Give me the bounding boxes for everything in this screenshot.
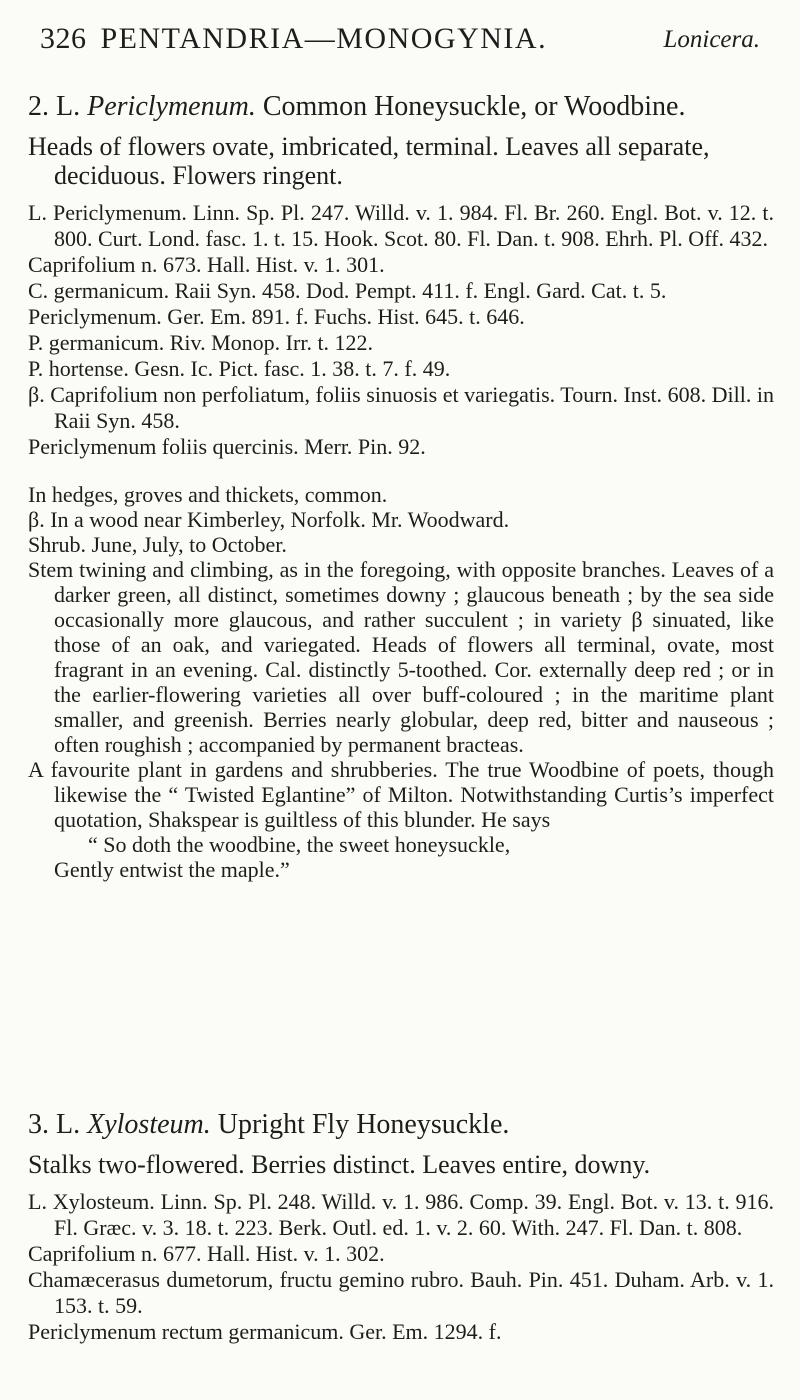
section-title: PENTANDRIA—MONOGYNIA. (100, 22, 548, 55)
species-entry-periclymenum (28, 92, 774, 882)
synonym: Periclymenum foliis quercinis. Merr. Pin. 92. (28, 434, 426, 459)
species-diagnosis: Stalks two-flowered. Berries distinct. Leaves entire, downy. (28, 1150, 651, 1179)
page-number: 326 (40, 22, 87, 55)
synonym: Periclymenum. Ger. Em. 891. f. Fuchs. Hist. 645. t. 646. (28, 304, 525, 329)
species-entry-xylosteum (28, 1110, 774, 1345)
species-heading: 3. L. Xylosteum. Upright Fly Honeysuckle. (28, 1109, 510, 1140)
common-name: Common Honeysuckle, or Woodbine. (262, 91, 686, 122)
note: A favourite plant in gardens and shrubberies. The true Woodbine of poets, though likewise the “ Twisted Eglantine” of Milton. Notwithstanding Curtis’s imperfect quotation, Shakspear is guiltless of this blunder. He says (28, 757, 774, 832)
species-heading: 2. L. Periclymenum. Common Honeysuckle, or Woodbine. (28, 91, 686, 122)
synonym: C. germanicum. Raii Syn. 458. Dod. Pempt. 411. f. Engl. Gard. Cat. t. 5. (28, 278, 667, 303)
duration-flowering: Shrub. June, July, to October. (28, 532, 287, 557)
common-name: Upright Fly Honeysuckle. (217, 1109, 510, 1140)
synonym: L. Xylosteum. Linn. Sp. Pl. 248. Willd. v. 1. 986. Comp. 39. Engl. Bot. v. 13. t. 916. Fl. Græc. v. 3. 18. t. 223. Berk. Outl. ed. 1. v. 2. 60. With. 247. Fl. Dan. t. 808. (28, 1189, 774, 1240)
species-diagnosis: Heads of flowers ovate, imbricated, terminal. Leaves all separate, deciduous. Flowers ringent. (28, 132, 710, 190)
synonym: Chamæcerasus dumetorum, fructu gemino rubro. Bauh. Pin. 451. Duham. Arb. v. 1. 153. t. 59. (28, 1267, 774, 1318)
species-epithet: Periclymenum. (87, 91, 256, 122)
description: Stem twining and climbing, as in the foregoing, with opposite branches. Leaves of a darker green, all distinct, sometimes downy ; glaucous beneath ; by the sea side occasionally more glaucous, and rather succulent ; in variety β sinuated, like those of an oak, and variegated. Heads of flowers all terminal, ovate, most fragrant in an evening. Cal. distinctly 5-toothed. Cor. externally deep red ; or in the earlier-flowering varieties all over buff-coloured ; in the maritime plant smaller, and greenish. Berries nearly globular, deep red, bitter and nauseous ; often roughish ; accompanied by permanent bracteas. (28, 557, 774, 757)
synonym: L. Periclymenum. Linn. Sp. Pl. 247. Willd. v. 1. 984. Fl. Br. 260. Engl. Bot. v. 12. t. 800. Curt. Lond. fasc. 1. t. 15. Hook. Scot. 80. Fl. Dan. t. 908. Ehrh. Pl. Off. 432. (28, 200, 774, 251)
variety-habitat: β. In a wood near Kimberley, Norfolk. Mr. Woodward. (28, 507, 510, 532)
species-epithet: Xylosteum. (87, 1109, 211, 1140)
quotation-line: “ So doth the woodbine, the sweet honeysuckle, (88, 832, 511, 857)
synonym: β. Caprifolium non perfoliatum, foliis sinuosis et variegatis. Tourn. Inst. 608. Dill. in Raii Syn. 458. (28, 382, 774, 433)
genus-title: Lonicera. (663, 26, 760, 53)
running-head (40, 22, 760, 56)
synonym: Caprifolium n. 677. Hall. Hist. v. 1. 302. (28, 1241, 385, 1266)
quotation-line: Gently entwist the maple.” (54, 857, 290, 882)
synonym: Caprifolium n. 673. Hall. Hist. v. 1. 301. (28, 252, 385, 277)
synonym: P. hortense. Gesn. Ic. Pict. fasc. 1. 38. t. 7. f. 49. (28, 356, 451, 381)
synonym: P. germanicum. Riv. Monop. Irr. t. 122. (28, 330, 374, 355)
habitat: In hedges, groves and thickets, common. (28, 482, 388, 507)
synonym: Periclymenum rectum germanicum. Ger. Em. 1294. f. (28, 1319, 502, 1344)
